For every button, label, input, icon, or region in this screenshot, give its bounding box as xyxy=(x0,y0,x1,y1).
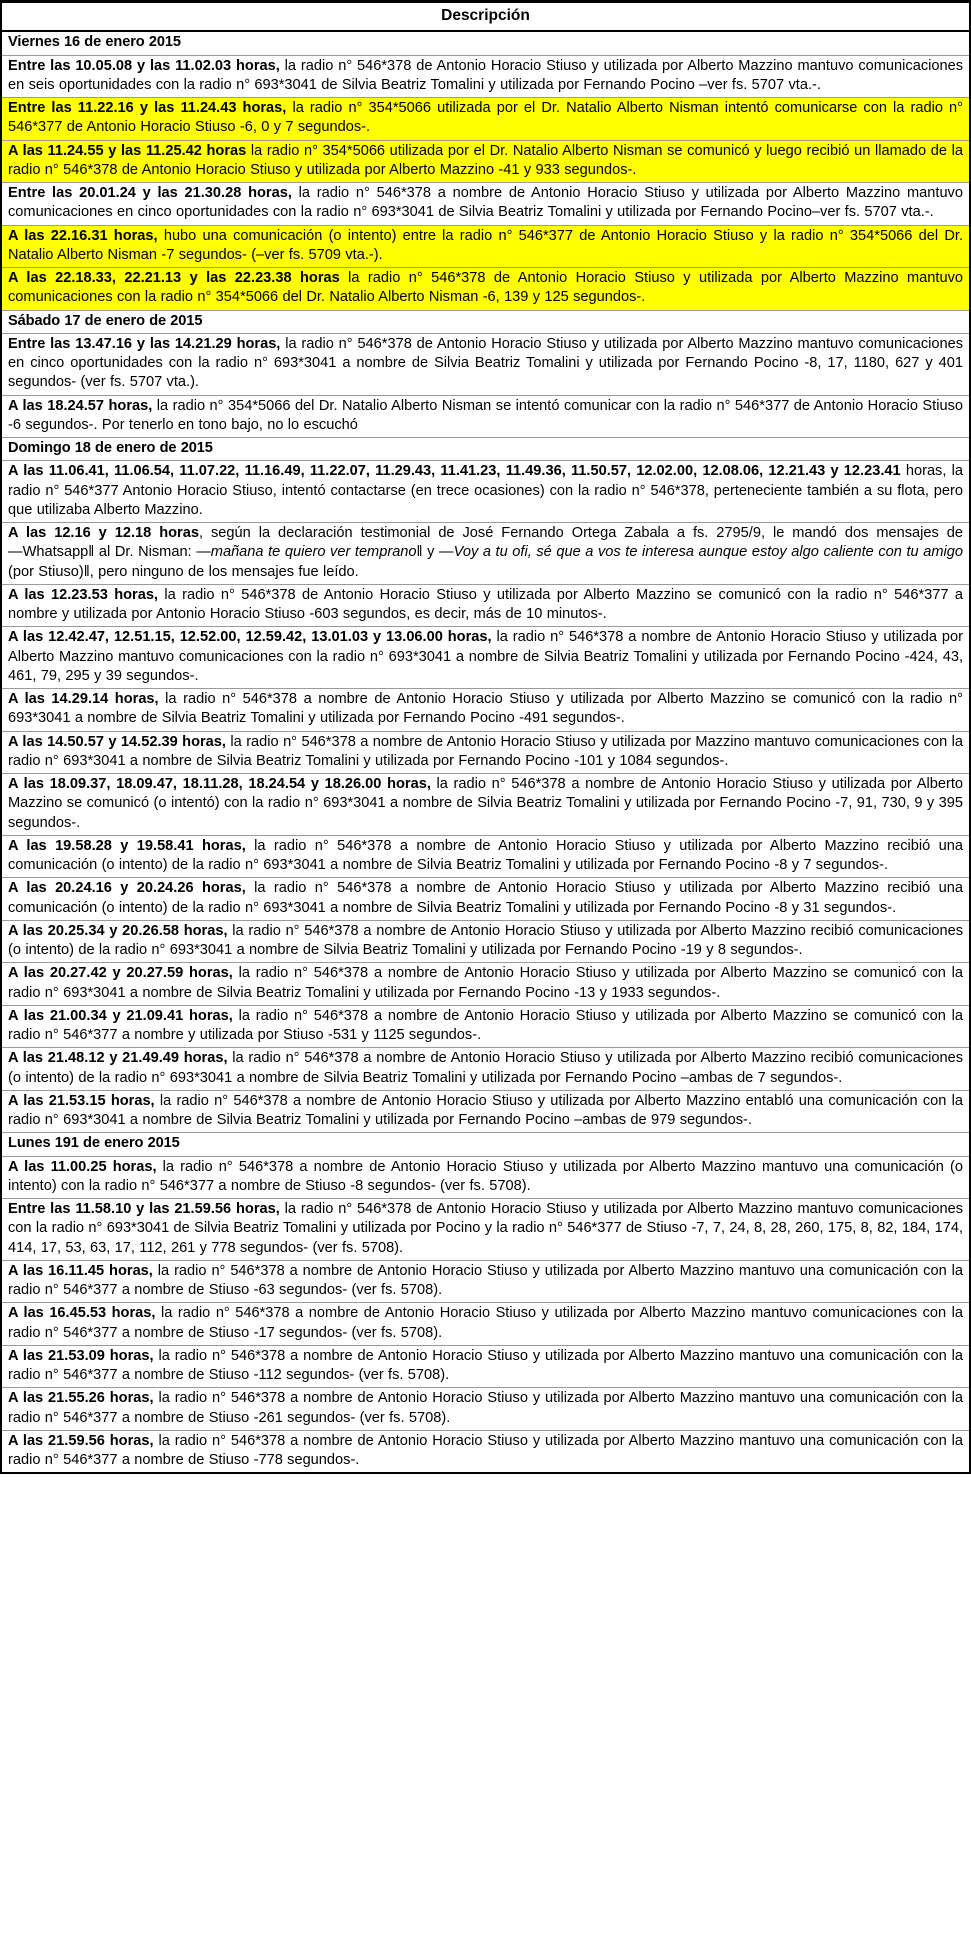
entry-row xyxy=(2,56,969,99)
date-heading-row xyxy=(2,438,969,461)
entry-paragraph xyxy=(8,99,963,138)
entry-time-lead: A las 16.45.53 horas, xyxy=(8,1305,156,1322)
entry-time-lead: A las 14.50.57 y 14.52.39 horas, xyxy=(8,733,226,750)
entry-row xyxy=(2,461,969,523)
entry-paragraph xyxy=(8,837,963,876)
entry-row xyxy=(2,1157,969,1200)
entry-time-lead: Entre las 20.01.24 y las 21.30.28 horas, xyxy=(8,185,292,202)
entry-row xyxy=(2,523,969,585)
entry-row xyxy=(2,1346,969,1389)
entry-row xyxy=(2,689,969,732)
quoted-message-two: Voy a tu ofi, sé que a vos te interesa aunque estoy algo caliente con tu amigo xyxy=(453,544,963,561)
entry-body-text: la radio n° 546*378 a nombre de Antonio Horacio Stiuso y utilizada por Alberto Mazzino entabló una comunicación con la radio n° 693*3041 a nombre de Silvia Beatriz Tomalini y utilizada por Fernando Pocino –ambas de 979 segundos-. xyxy=(8,1092,963,1129)
entry-body-mid: ‖ y ― xyxy=(416,544,454,561)
entry-paragraph xyxy=(8,524,963,582)
entry-paragraph xyxy=(8,142,963,181)
entry-time-lead: A las 18.24.57 horas, xyxy=(8,397,153,414)
date-heading-row xyxy=(2,32,969,55)
table-header-descripcion: Descripción xyxy=(2,3,969,32)
entry-time-lead: A las 19.58.28 y 19.58.41 horas, xyxy=(8,837,246,854)
entry-row xyxy=(2,774,969,836)
entry-row xyxy=(2,963,969,1006)
entry-paragraph xyxy=(8,1262,963,1301)
entry-time-lead: A las 22.16.31 horas, xyxy=(8,227,158,244)
entry-time-lead: A las 20.25.34 y 20.26.58 horas, xyxy=(8,922,228,939)
entry-paragraph xyxy=(8,1304,963,1343)
entry-body-text: horas, la radio n° 546*377 Antonio Horacio Stiuso, intentó contactarse (en trece ocasiones) con la radio n° 546*378, perteneciente también a su flota, pero que utilizaba Alberto Mazzino. xyxy=(8,463,963,518)
entry-row xyxy=(2,1091,969,1134)
entry-body-text: la radio n° 546*378 a nombre de Antonio Horacio Stiuso y utilizada por Alberto Mazzino recibió comunicaciones (o intento) de la radio n° 693*3041 a nombre de Silvia Beatriz Tomalini y utilizada por Fernando Pocino –ambas de 7 segundos-. xyxy=(8,1050,963,1086)
entry-time-lead: A las 12.23.53 horas, xyxy=(8,586,158,603)
entry-body-text: la radio n° 354*5066 del Dr. Natalio Alberto Nisman se intentó comunicar con la radio n° 546*377 de Antonio Horacio Stiuso -6 segundos-. Por tenerlo en tono bajo, no lo escuchó xyxy=(8,397,963,433)
entry-body-pre: , según la declaración testimonial de José Fernando Ortega Zabala a fs. 2795/9, le mandó dos mensajes de ―Whatsapp‖ al Dr. Nisman: ― xyxy=(8,525,963,561)
entry-time-lead: A las 11.24.55 y las 11.25.42 horas xyxy=(8,142,247,159)
entry-paragraph xyxy=(8,1049,963,1088)
entry-paragraph xyxy=(8,879,963,918)
date-heading-label: Viernes 16 de enero 2015 xyxy=(8,34,181,51)
entry-body-text: la radio n° 546*378 a nombre de Antonio Horacio Stiuso y utilizada por Alberto Mazzino recibió una comunicación (o intento) de la radio n° 693*3041 a nombre de Silvia Beatriz Tomalini y utilizada por Fernando Pocino -8 y 7 segundos-. xyxy=(8,837,964,874)
entry-row xyxy=(2,98,969,141)
entry-paragraph xyxy=(8,586,963,625)
entry-body-text: hubo una comunicación (o intento) entre la radio n° 546*377 de Antonio Horacio Stiuso y la radio n° 354*5066 del Dr. Natalio Alberto Nisman -7 segundos- (–ver fs. 5709 vta.-). xyxy=(8,227,963,263)
entry-body-text: la radio n° 546*378 a nombre de Antonio Horacio Stiuso y utilizada por Alberto Mazzino recibió comunicaciones (o intento) de la radio n° 693*3041 a nombre de Silvia Beatriz Tomalini y utilizada por Fernando Pocino -19 y 8 segundos-. xyxy=(8,922,963,959)
entry-body-text: la radio n° 546*378 a nombre de Antonio Horacio Stiuso y utilizada por Alberto Mazzino se comunicó con la radio n° 546*377 a nombre y utilizada por Stiuso -531 y 1125 segundos-. xyxy=(8,1007,963,1044)
entry-row xyxy=(2,396,969,439)
entry-paragraph xyxy=(8,775,963,833)
entry-paragraph xyxy=(8,184,963,223)
entry-row xyxy=(2,585,969,628)
date-heading-label: Sábado 17 de enero de 2015 xyxy=(8,312,203,329)
entry-body-text: la radio n° 546*378 de Antonio Horacio Stiuso y utilizada por Alberto Mazzino mantuvo comunicaciones en seis oportunidades con la radio n° 693*3041 de Silvia Beatriz Tomalini y utilizada por Fernando Pocino –ver fs. 5707 vta.-. xyxy=(8,57,963,93)
entry-body-text: la radio n° 546*378 de Antonio Horacio Stiuso y utilizada por Alberto Mazzino mantuvo comunicaciones en cinco oportunidades con la radio n° 693*3041 a nombre de Silvia Beatriz Tomalini y utilizada por Fernando Pocino -8, 17, 1180, 627 y 401 segundos- (ver fs. 5707 vta.). xyxy=(8,335,963,391)
entry-body-text: la radio n° 546*378 a nombre de Antonio Horacio Stiuso y utilizada por Alberto Mazzino mantuvo una comunicación (o intento) con la radio n° 546*377 a nombre de Stiuso -8 segundos- (ver fs. 5708). xyxy=(8,1158,963,1194)
entry-time-lead: A las 12.16 y 12.18 horas xyxy=(8,525,199,542)
entry-paragraph xyxy=(8,733,963,772)
entry-time-lead: A las 21.55.26 horas, xyxy=(8,1390,154,1407)
entry-row xyxy=(2,836,969,879)
entry-time-lead: A las 18.09.37, 18.09.47, 18.11.28, 18.24.54 y 18.26.00 horas, xyxy=(8,776,431,793)
entry-time-lead: A las 14.29.14 horas, xyxy=(8,691,159,708)
entry-body-text: la radio n° 546*378 a nombre de Antonio Horacio Stiuso y utilizada por Alberto Mazzino mantuvo comunicaciones en cinco oportunidades con la radio n° 693*3041 de Silvia Beatriz Tomalini y utilizada por Fernando Pocino–ver fs. 5707 vta.-. xyxy=(8,185,963,221)
entry-row xyxy=(2,921,969,964)
entry-paragraph xyxy=(8,1347,963,1386)
entry-time-lead: A las 21.48.12 y 21.49.49 horas, xyxy=(8,1050,228,1067)
entry-time-lead: A las 11.00.25 horas, xyxy=(8,1158,157,1175)
entry-paragraph xyxy=(8,964,963,1003)
entry-body-text: la radio n° 546*378 a nombre de Antonio Horacio Stiuso y utilizada por Alberto Mazzino mantuvo una comunicación con la radio n° 546*377 a nombre de Stiuso -778 segundos-. xyxy=(8,1432,963,1469)
entry-paragraph xyxy=(8,1432,963,1471)
entry-body-text: la radio n° 546*378 a nombre de Antonio Horacio Stiuso y utilizada por Alberto Mazzino mantuvo una comunicación con la radio n° 546*377 a nombre de Stiuso -112 segundos- (ver fs. 5708). xyxy=(8,1347,963,1384)
entry-body-text: la radio n° 546*378 a nombre de Antonio Horacio Stiuso y utilizada por Alberto Mazzino mantuvo comunicaciones con la radio n° 693*3041 a nombre de Silvia Beatriz Tomalini y utilizada por Fernando Pocino -424, 43, 461, 79, 295 y 39 segundos-. xyxy=(8,629,963,684)
entry-body-text: la radio n° 546*378 a nombre de Antonio Horacio Stiuso y utilizada por Alberto Mazzino recibió una comunicación (o intento) de la radio n° 693*3041 a nombre de Silvia Beatriz Tomalini y utilizada por Fernando Pocino -8 y 31 segundos-. xyxy=(8,880,964,916)
entry-row xyxy=(2,334,969,396)
entry-body-text: la radio n° 546*378 a nombre de Antonio Horacio Stiuso y utilizada por Alberto Mazzino mantuvo una comunicación con la radio n° 546*377 a nombre de Stiuso -261 segundos- (ver fs. 5708). xyxy=(8,1390,963,1426)
entry-time-lead: A las 21.00.34 y 21.09.41 horas, xyxy=(8,1007,233,1024)
entry-row xyxy=(2,878,969,921)
entry-time-lead: A las 16.11.45 horas, xyxy=(8,1262,153,1279)
table-body xyxy=(2,32,969,1472)
entry-time-lead: A las 21.59.56 horas, xyxy=(8,1432,154,1449)
entry-time-lead: A las 21.53.15 horas, xyxy=(8,1092,155,1109)
entry-paragraph xyxy=(8,1158,963,1197)
entry-paragraph xyxy=(8,57,963,96)
entry-row xyxy=(2,1388,969,1431)
entry-time-lead: Entre las 11.58.10 y las 21.59.56 horas, xyxy=(8,1201,280,1218)
entry-time-lead: A las 22.18.33, 22.21.13 y las 22.23.38 horas xyxy=(8,270,340,287)
entry-time-lead: A las 12.42.47, 12.51.15, 12.52.00, 12.59.42, 13.01.03 y 13.06.00 horas, xyxy=(8,629,492,646)
entry-time-lead: A las 20.24.16 y 20.24.26 horas, xyxy=(8,880,246,897)
entry-row xyxy=(2,1048,969,1091)
date-heading-row xyxy=(2,311,969,334)
entry-time-lead: Entre las 13.47.16 y las 14.21.29 horas, xyxy=(8,335,281,352)
entry-paragraph xyxy=(8,462,963,520)
entry-row xyxy=(2,183,969,226)
entry-row xyxy=(2,141,969,184)
entry-row xyxy=(2,1199,969,1261)
entry-row xyxy=(2,1431,969,1473)
entry-time-lead: A las 11.06.41, 11.06.54, 11.07.22, 11.16.49, 11.22.07, 11.29.43, 11.41.23, 11.49.36, 11.50.57, 12.02.00, 12.08.06, 12.21.43 y 12.23.41 xyxy=(8,463,901,480)
entry-body-text: la radio n° 546*378 a nombre de Antonio Horacio Stiuso y utilizada por Mazzino mantuvo comunicaciones con la radio n° 693*3041 a nombre de Silvia Beatriz Tomalini y utilizada por Fernando Pocino -101 y 1084 segundos-. xyxy=(8,733,964,769)
entry-body-text: la radio n° 546*378 a nombre de Antonio Horacio Stiuso y utilizada por Alberto Mazzino mantuvo comunicaciones con la radio n° 546*377 a nombre de Stiuso -17 segundos- (ver fs. 5708). xyxy=(8,1305,963,1341)
entry-paragraph xyxy=(8,269,963,308)
entry-time-lead: Entre las 10.05.08 y las 11.02.03 horas, xyxy=(8,57,280,74)
entry-body-post: (por Stiuso)‖, pero ninguno de los mensajes fue leído. xyxy=(8,563,359,580)
entry-row xyxy=(2,1261,969,1304)
entry-body-text: la radio n° 354*5066 utilizada por el Dr. Natalio Alberto Nisman se comunicó y luego recibió un llamado de la radio n° 546*378 de Antonio Horacio Stiuso y utilizada por Alberto Mazzino -41 y 933 segundos-. xyxy=(8,142,963,178)
entry-row xyxy=(2,268,969,311)
entry-time-lead: Entre las 11.22.16 y las 11.24.43 horas, xyxy=(8,100,287,117)
entry-body-text: la radio n° 546*378 a nombre de Antonio Horacio Stiuso y utilizada por Alberto Mazzino mantuvo una comunicación con la radio n° 546*377 a nombre de Stiuso -63 segundos- (ver fs. 5708). xyxy=(8,1262,963,1299)
entry-paragraph xyxy=(8,227,963,266)
entry-time-lead: A las 21.53.09 horas, xyxy=(8,1347,154,1364)
entry-row xyxy=(2,1006,969,1049)
entry-body-text: la radio n° 546*378 a nombre de Antonio Horacio Stiuso y utilizada por Alberto Mazzino se comunicó con la radio n° 693*3041 a nombre de Silvia Beatriz Tomalini y utilizada por Fernando Pocino -13 y 1933 segundos-. xyxy=(8,965,963,1001)
entry-row xyxy=(2,627,969,689)
date-heading-label: Lunes 191 de enero 2015 xyxy=(8,1135,180,1152)
entry-time-lead: A las 20.27.42 y 20.27.59 horas, xyxy=(8,965,233,982)
entry-paragraph xyxy=(8,690,963,729)
entry-paragraph xyxy=(8,335,963,393)
entry-paragraph xyxy=(8,1389,963,1428)
entry-paragraph xyxy=(8,628,963,686)
entry-body-text: la radio n° 546*378 de Antonio Horacio Stiuso y utilizada por Alberto Mazzino se comunicó con la radio n° 546*377 a nombre y utilizada por Antonio Horacio Stiuso -603 segundos, es decir, más de 10 minutos-. xyxy=(8,586,963,623)
entry-paragraph xyxy=(8,1200,963,1258)
date-heading-row xyxy=(2,1133,969,1156)
entry-row xyxy=(2,732,969,775)
entry-paragraph xyxy=(8,922,963,961)
entry-paragraph xyxy=(8,397,963,436)
quoted-message-one: mañana te quiero ver temprano xyxy=(210,544,417,561)
entry-row xyxy=(2,1303,969,1346)
entry-paragraph xyxy=(8,1092,963,1131)
entry-body-text: la radio n° 546*378 a nombre de Antonio Horacio Stiuso y utilizada por Alberto Mazzino se comunicó (o intentó) con la radio n° 693*3041 a nombre de Silvia Beatriz Tomalini y utilizada por Fernando Pocino -7, 91, 730, 9 y 395 segundos-. xyxy=(8,776,963,831)
entry-body-text: la radio n° 546*378 de Antonio Horacio Stiuso y utilizada por Alberto Mazzino mantuvo comunicaciones con la radio n° 354*5066 del Dr. Natalio Alberto Nisman -6, 139 y 125 segundos-. xyxy=(8,270,963,306)
date-heading-label: Domingo 18 de enero de 2015 xyxy=(8,440,213,457)
entry-paragraph xyxy=(8,1007,963,1046)
entry-body-text: la radio n° 354*5066 utilizada por el Dr. Natalio Alberto Nisman intentó comunicarse con la radio n° 546*377 de Antonio Horacio Stiuso -6, 0 y 7 segundos-. xyxy=(8,100,964,136)
entry-row xyxy=(2,226,969,269)
entry-body-text: la radio n° 546*378 a nombre de Antonio Horacio Stiuso y utilizada por Alberto Mazzino se comunicó con la radio n° 693*3041 a nombre de Silvia Beatriz Tomalini y utilizada por Fernando Pocino -491 segundos-. xyxy=(8,691,963,727)
entry-body-text: la radio n° 546*378 de Antonio Horacio Stiuso y utilizada por Alberto Mazzino mantuvo comunicaciones con la radio n° 693*3041 de Silvia Beatriz Tomalini y utilizada por Pocino y la radio n° 546*377 de Stiuso -7, 7, 24, 8, 28, 260, 175, 8, 82, 184, 174, 414, 17, 53, 63, 17, 112, 261 y 778 segundos- (ver fs. 5708). xyxy=(8,1201,963,1256)
